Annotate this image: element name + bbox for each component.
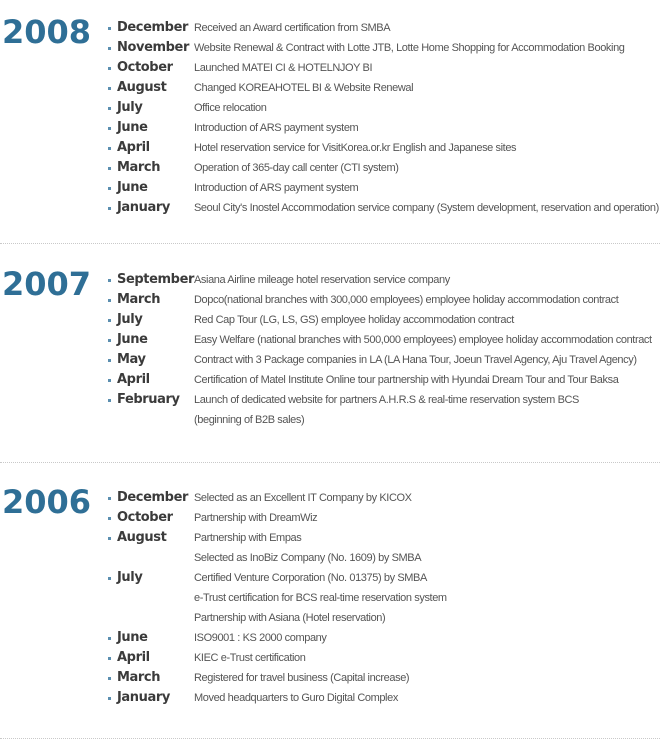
event-description: Seoul City's Inostel Accommodation service company (System development, reservation and operation) [194, 202, 659, 214]
event-month: June [117, 180, 148, 195]
event-row [0, 40, 660, 60]
event-description: Launch of dedicated website for partners A.H.R.S & real-time reservation system BCS [194, 394, 579, 406]
event-month: July [117, 100, 143, 115]
event-month: December [117, 20, 189, 35]
bullet-icon [108, 399, 111, 402]
event-description: Launched MATEI CI & HOTELNJOY BI [194, 62, 373, 74]
event-month: August [117, 80, 167, 95]
event-row [0, 272, 660, 292]
bullet-icon [108, 359, 111, 362]
year-heading: 2008 [2, 13, 92, 51]
bullet-icon [108, 67, 111, 70]
event-description: Partnership with Asiana (Hotel reservation) [194, 612, 386, 624]
event-month: June [117, 630, 148, 645]
event-description: e-Trust certification for BCS real-time reservation system [194, 592, 447, 604]
event-description: Website Renewal & Contract with Lotte JTB, Lotte Home Shopping for Accommodation Booking [194, 42, 625, 54]
event-month: March [117, 160, 161, 175]
event-month: November [117, 40, 189, 55]
event-row [0, 20, 660, 40]
event-description: Dopco(national branches with 300,000 employees) employee holiday accommodation contract [194, 294, 619, 306]
bullet-icon [108, 697, 111, 700]
event-month: June [117, 332, 148, 347]
event-description: Operation of 365-day call center (CTI system) [194, 162, 399, 174]
event-row [0, 570, 660, 590]
event-row [0, 292, 660, 312]
year-heading: 2006 [2, 483, 92, 521]
event-month: May [117, 352, 146, 367]
event-month: April [117, 140, 150, 155]
bullet-icon [108, 517, 111, 520]
event-description: Introduction of ARS payment system [194, 182, 359, 194]
event-month: July [117, 570, 143, 585]
event-description: Partnership with DreamWiz [194, 512, 318, 524]
event-description: Hotel reservation service for VisitKorea.or.kr English and Japanese sites [194, 142, 517, 154]
section-divider [0, 243, 660, 244]
event-row [0, 392, 660, 412]
event-description: Certification of Matel Institute Online tour partnership with Hyundai Dream Tour and Tour Baksa [194, 374, 619, 386]
event-row [0, 530, 660, 550]
event-row [0, 610, 660, 630]
bullet-icon [108, 637, 111, 640]
event-row [0, 180, 660, 200]
bullet-icon [108, 207, 111, 210]
event-description: Partnership with Empas [194, 532, 302, 544]
event-row [0, 650, 660, 670]
event-row [0, 352, 660, 372]
bullet-icon [108, 107, 111, 110]
event-description: Selected as an Excellent IT Company by KICOX [194, 492, 412, 504]
event-row [0, 80, 660, 100]
event-description: Introduction of ARS payment system [194, 122, 359, 134]
event-description: ISO9001 : KS 2000 company [194, 632, 327, 644]
event-month: July [117, 312, 143, 327]
event-description: Contract with 3 Package companies in LA (LA Hana Tour, Joeun Travel Agency, Aju Travel Agency) [194, 354, 637, 366]
bullet-icon [108, 537, 111, 540]
event-description: Registered for travel business (Capital increase) [194, 672, 410, 684]
event-row [0, 490, 660, 510]
event-description: Selected as InoBiz Company (No. 1609) by SMBA [194, 552, 422, 564]
event-month: March [117, 670, 161, 685]
bullet-icon [108, 657, 111, 660]
event-row [0, 690, 660, 710]
event-description: (beginning of B2B sales) [194, 414, 305, 426]
event-month: April [117, 372, 150, 387]
event-month: August [117, 530, 167, 545]
event-month: December [117, 490, 189, 505]
bullet-icon [108, 27, 111, 30]
event-month: February [117, 392, 180, 407]
event-description: Asiana Airline mileage hotel reservation service company [194, 274, 450, 286]
event-description: Received an Award certification from SMBA [194, 22, 391, 34]
bullet-icon [108, 299, 111, 302]
event-row [0, 510, 660, 530]
event-description: Easy Welfare (national branches with 500,000 employees) employee holiday accommodation contract [194, 334, 652, 346]
event-row [0, 100, 660, 120]
event-list [0, 490, 660, 710]
event-row [0, 550, 660, 570]
bullet-icon [108, 577, 111, 580]
event-description: Office relocation [194, 102, 267, 114]
event-row [0, 332, 660, 352]
event-row [0, 670, 660, 690]
year-heading: 2007 [2, 265, 92, 303]
event-row [0, 60, 660, 80]
bullet-icon [108, 47, 111, 50]
bullet-icon [108, 677, 111, 680]
event-month: October [117, 510, 173, 525]
bullet-icon [108, 379, 111, 382]
bullet-icon [108, 279, 111, 282]
event-row [0, 312, 660, 332]
bullet-icon [108, 127, 111, 130]
event-month: September [117, 272, 194, 287]
bullet-icon [108, 187, 111, 190]
event-description: Changed KOREAHOTEL BI & Website Renewal [194, 82, 414, 94]
event-description: Certified Venture Corporation (No. 01375) by SMBA [194, 572, 427, 584]
event-month: June [117, 120, 148, 135]
bullet-icon [108, 497, 111, 500]
bullet-icon [108, 167, 111, 170]
event-row [0, 120, 660, 140]
bullet-icon [108, 87, 111, 90]
bullet-icon [108, 339, 111, 342]
event-row [0, 372, 660, 392]
section-divider [0, 738, 660, 739]
event-description: Red Cap Tour (LG, LS, GS) employee holiday accommodation contract [194, 314, 514, 326]
event-row [0, 200, 660, 220]
event-month: March [117, 292, 161, 307]
event-row [0, 590, 660, 610]
event-row [0, 412, 660, 432]
event-month: January [117, 200, 170, 215]
section-divider [0, 462, 660, 463]
bullet-icon [108, 147, 111, 150]
event-row [0, 630, 660, 650]
event-description: Moved headquarters to Guro Digital Complex [194, 692, 398, 704]
event-row [0, 140, 660, 160]
bullet-icon [108, 319, 111, 322]
event-month: April [117, 650, 150, 665]
event-row [0, 160, 660, 180]
event-month: October [117, 60, 173, 75]
event-description: KIEC e-Trust certification [194, 652, 306, 664]
event-list [0, 20, 660, 220]
event-list [0, 272, 660, 432]
event-month: January [117, 690, 170, 705]
